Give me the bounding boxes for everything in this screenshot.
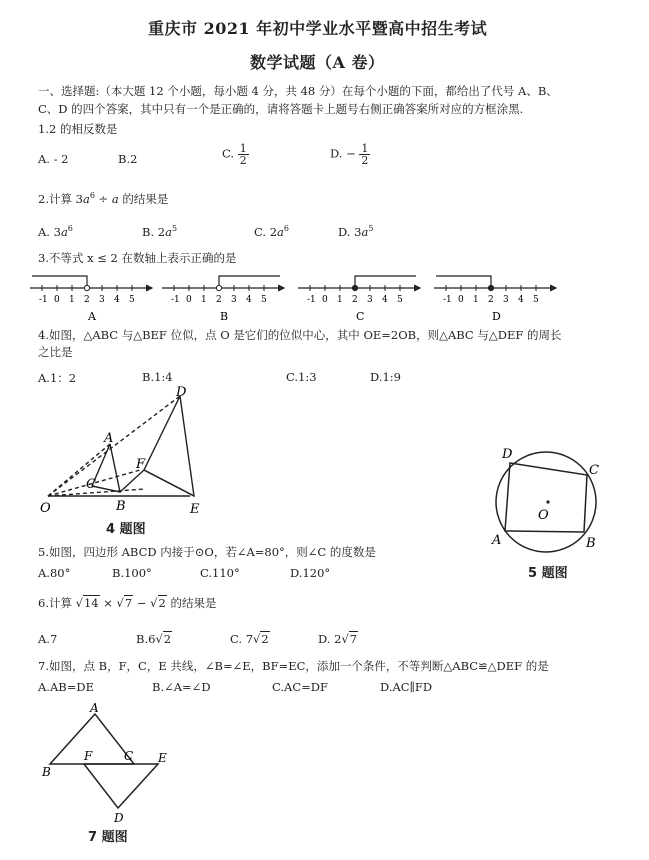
q4-point-d: D xyxy=(176,386,187,400)
q1-option-c: C. $\frac{1}{2}$ xyxy=(222,142,247,167)
q2-option-c: C. $2a^6$ xyxy=(254,224,289,239)
q1-stem: 1.2 的相反数是 xyxy=(38,122,118,136)
q3-tick-label: 4 xyxy=(246,295,252,305)
q5-point-c: C xyxy=(589,463,599,478)
q2-option-d: D. $3a^5$ xyxy=(338,224,374,239)
q3-option-label: D xyxy=(492,310,501,322)
q5-option-c: C.110° xyxy=(200,566,240,580)
q1-option-b: B.2 xyxy=(118,152,138,166)
q7-point-e: E xyxy=(158,751,167,765)
q5-point-b: B xyxy=(586,536,596,551)
q7-point-d: D xyxy=(114,811,124,824)
q4-caption: 4 题图 xyxy=(106,522,146,537)
instructions-line-1: 一、选择题:（本大题 12 个小题，每小题 4 分，共 48 分）在每个小题的下面，都给出了代号 A、B、 xyxy=(38,84,558,98)
q7-caption: 7 题图 xyxy=(88,830,128,845)
q4-figure xyxy=(40,386,230,520)
q1-option-a: A. - 2 xyxy=(38,152,69,166)
q3-tick-label: 2 xyxy=(352,295,358,305)
q4-point-c: C xyxy=(86,477,96,492)
q1-option-d: D. − $\frac{1}{2}$ xyxy=(330,142,369,167)
q4-point-f: F xyxy=(136,457,146,472)
q3-option-label: A xyxy=(88,310,96,322)
q3-tick-label: 1 xyxy=(473,295,479,305)
q3-tick-label: 1 xyxy=(201,295,207,305)
q3-tick-label: 2 xyxy=(84,295,90,305)
q4-option-a: A.1：2 xyxy=(38,371,77,385)
q6-option-d: D. 2√7 xyxy=(318,632,358,646)
instructions-line-2: C、D 的四个答案，其中只有一个是正确的，请将答题卡上题号右侧正确答案所对应的方框涂黑. xyxy=(38,102,524,116)
q5-point-o: O xyxy=(538,508,549,523)
q5-option-a: A.80° xyxy=(38,566,71,580)
q3-tick-label: 5 xyxy=(129,295,135,305)
q7-option-a: A.AB=DE xyxy=(38,680,94,694)
q3-number-line-b xyxy=(162,276,284,322)
q3-number-line-a xyxy=(30,276,152,322)
exam-title: 重庆市 2021 年初中学业水平暨高中招生考试 xyxy=(148,19,488,38)
q3-tick-label: 3 xyxy=(231,295,237,305)
q3-tick-label: 1 xyxy=(337,295,343,305)
q3-number-lines xyxy=(30,266,570,322)
q6-option-c: C. 7√2 xyxy=(230,632,269,646)
q5-option-d: D.120° xyxy=(290,566,331,580)
q5-point-a: A xyxy=(492,533,502,548)
exam-subtitle: 数学试题（A 卷） xyxy=(250,53,385,72)
q5-figure xyxy=(486,440,616,560)
q5-stem: 5.如图，四边形 ABCD 内接于⊙O，若∠A=80°，则∠C 的度数是 xyxy=(38,545,376,559)
q6-option-b: B.6√2 xyxy=(136,632,172,646)
q3-tick-label: 5 xyxy=(261,295,267,305)
q4-stem-line-2: 之比是 xyxy=(38,345,73,359)
q3-tick-label: 0 xyxy=(54,295,60,305)
q3-tick-label: -1 xyxy=(443,295,452,305)
q3-tick-label: 2 xyxy=(216,295,222,305)
q3-tick-label: -1 xyxy=(39,295,48,305)
q4-point-a: A xyxy=(104,431,114,446)
q3-tick-label: -1 xyxy=(307,295,316,305)
q3-tick-label: 2 xyxy=(488,295,494,305)
q3-tick-label: 0 xyxy=(458,295,464,305)
q3-tick-label: 5 xyxy=(397,295,403,305)
q7-option-d: D.AC∥FD xyxy=(380,680,433,694)
q3-tick-label: 3 xyxy=(367,295,373,305)
q3-tick-label: 4 xyxy=(518,295,524,305)
q3-tick-label: 4 xyxy=(382,295,388,305)
q3-tick-label: 5 xyxy=(533,295,539,305)
q2-option-b: B. $2a^5$ xyxy=(142,224,178,239)
q3-option-label: B xyxy=(220,310,229,322)
q3-tick-label: 0 xyxy=(186,295,192,305)
q7-figure xyxy=(40,700,180,824)
q3-tick-label: 3 xyxy=(503,295,509,305)
q3-number-line-d xyxy=(434,276,556,322)
q4-point-o: O xyxy=(40,501,51,516)
q3-tick-label: 3 xyxy=(99,295,105,305)
q4-option-d: D.1:9 xyxy=(370,370,401,384)
q7-point-c: C xyxy=(124,749,134,763)
q7-option-c: C.AC=DF xyxy=(272,680,328,694)
q3-tick-label: 4 xyxy=(114,295,120,305)
q2-stem: 2.计算 $3a^6 \div a$ 的结果是 xyxy=(38,191,169,206)
q7-option-b: B.∠A=∠D xyxy=(152,680,211,694)
q5-caption: 5 题图 xyxy=(528,566,568,581)
q3-tick-label: -1 xyxy=(171,295,180,305)
q4-point-e: E xyxy=(190,502,200,517)
q3-tick-label: 1 xyxy=(69,295,75,305)
q6-stem: 6.计算 √14 × √7 − √2 的结果是 xyxy=(38,596,217,610)
q4-option-c: C.1:3 xyxy=(286,370,317,384)
q5-option-b: B.100° xyxy=(112,566,152,580)
q3-tick-label: 0 xyxy=(322,295,328,305)
q7-point-f: F xyxy=(84,749,93,763)
q4-option-b: B.1:4 xyxy=(142,370,173,384)
q7-stem: 7.如图，点 B，F，C，E 共线，∠B=∠E，BF=EC，添加一个条件，不等判断△ABC≌△DEF 的是 xyxy=(38,659,549,673)
q7-point-a: A xyxy=(90,701,99,715)
q4-stem-line-1: 4.如图，△ABC 与△BEF 位似，点 O 是它们的位似中心，其中 OE=2OB，则△ABC 与△DEF 的周长 xyxy=(38,328,562,342)
q6-option-a: A.7 xyxy=(38,632,58,646)
q7-point-b: B xyxy=(42,765,51,779)
q3-number-line-c xyxy=(298,276,420,322)
q2-option-a: A. $3a^6$ xyxy=(38,224,73,239)
q3-option-label: C xyxy=(356,310,365,322)
q3-stem: 3.不等式 x ≤ 2 在数轴上表示正确的是 xyxy=(38,251,237,265)
q5-point-d: D xyxy=(502,447,513,462)
q4-point-b: B xyxy=(116,499,126,514)
